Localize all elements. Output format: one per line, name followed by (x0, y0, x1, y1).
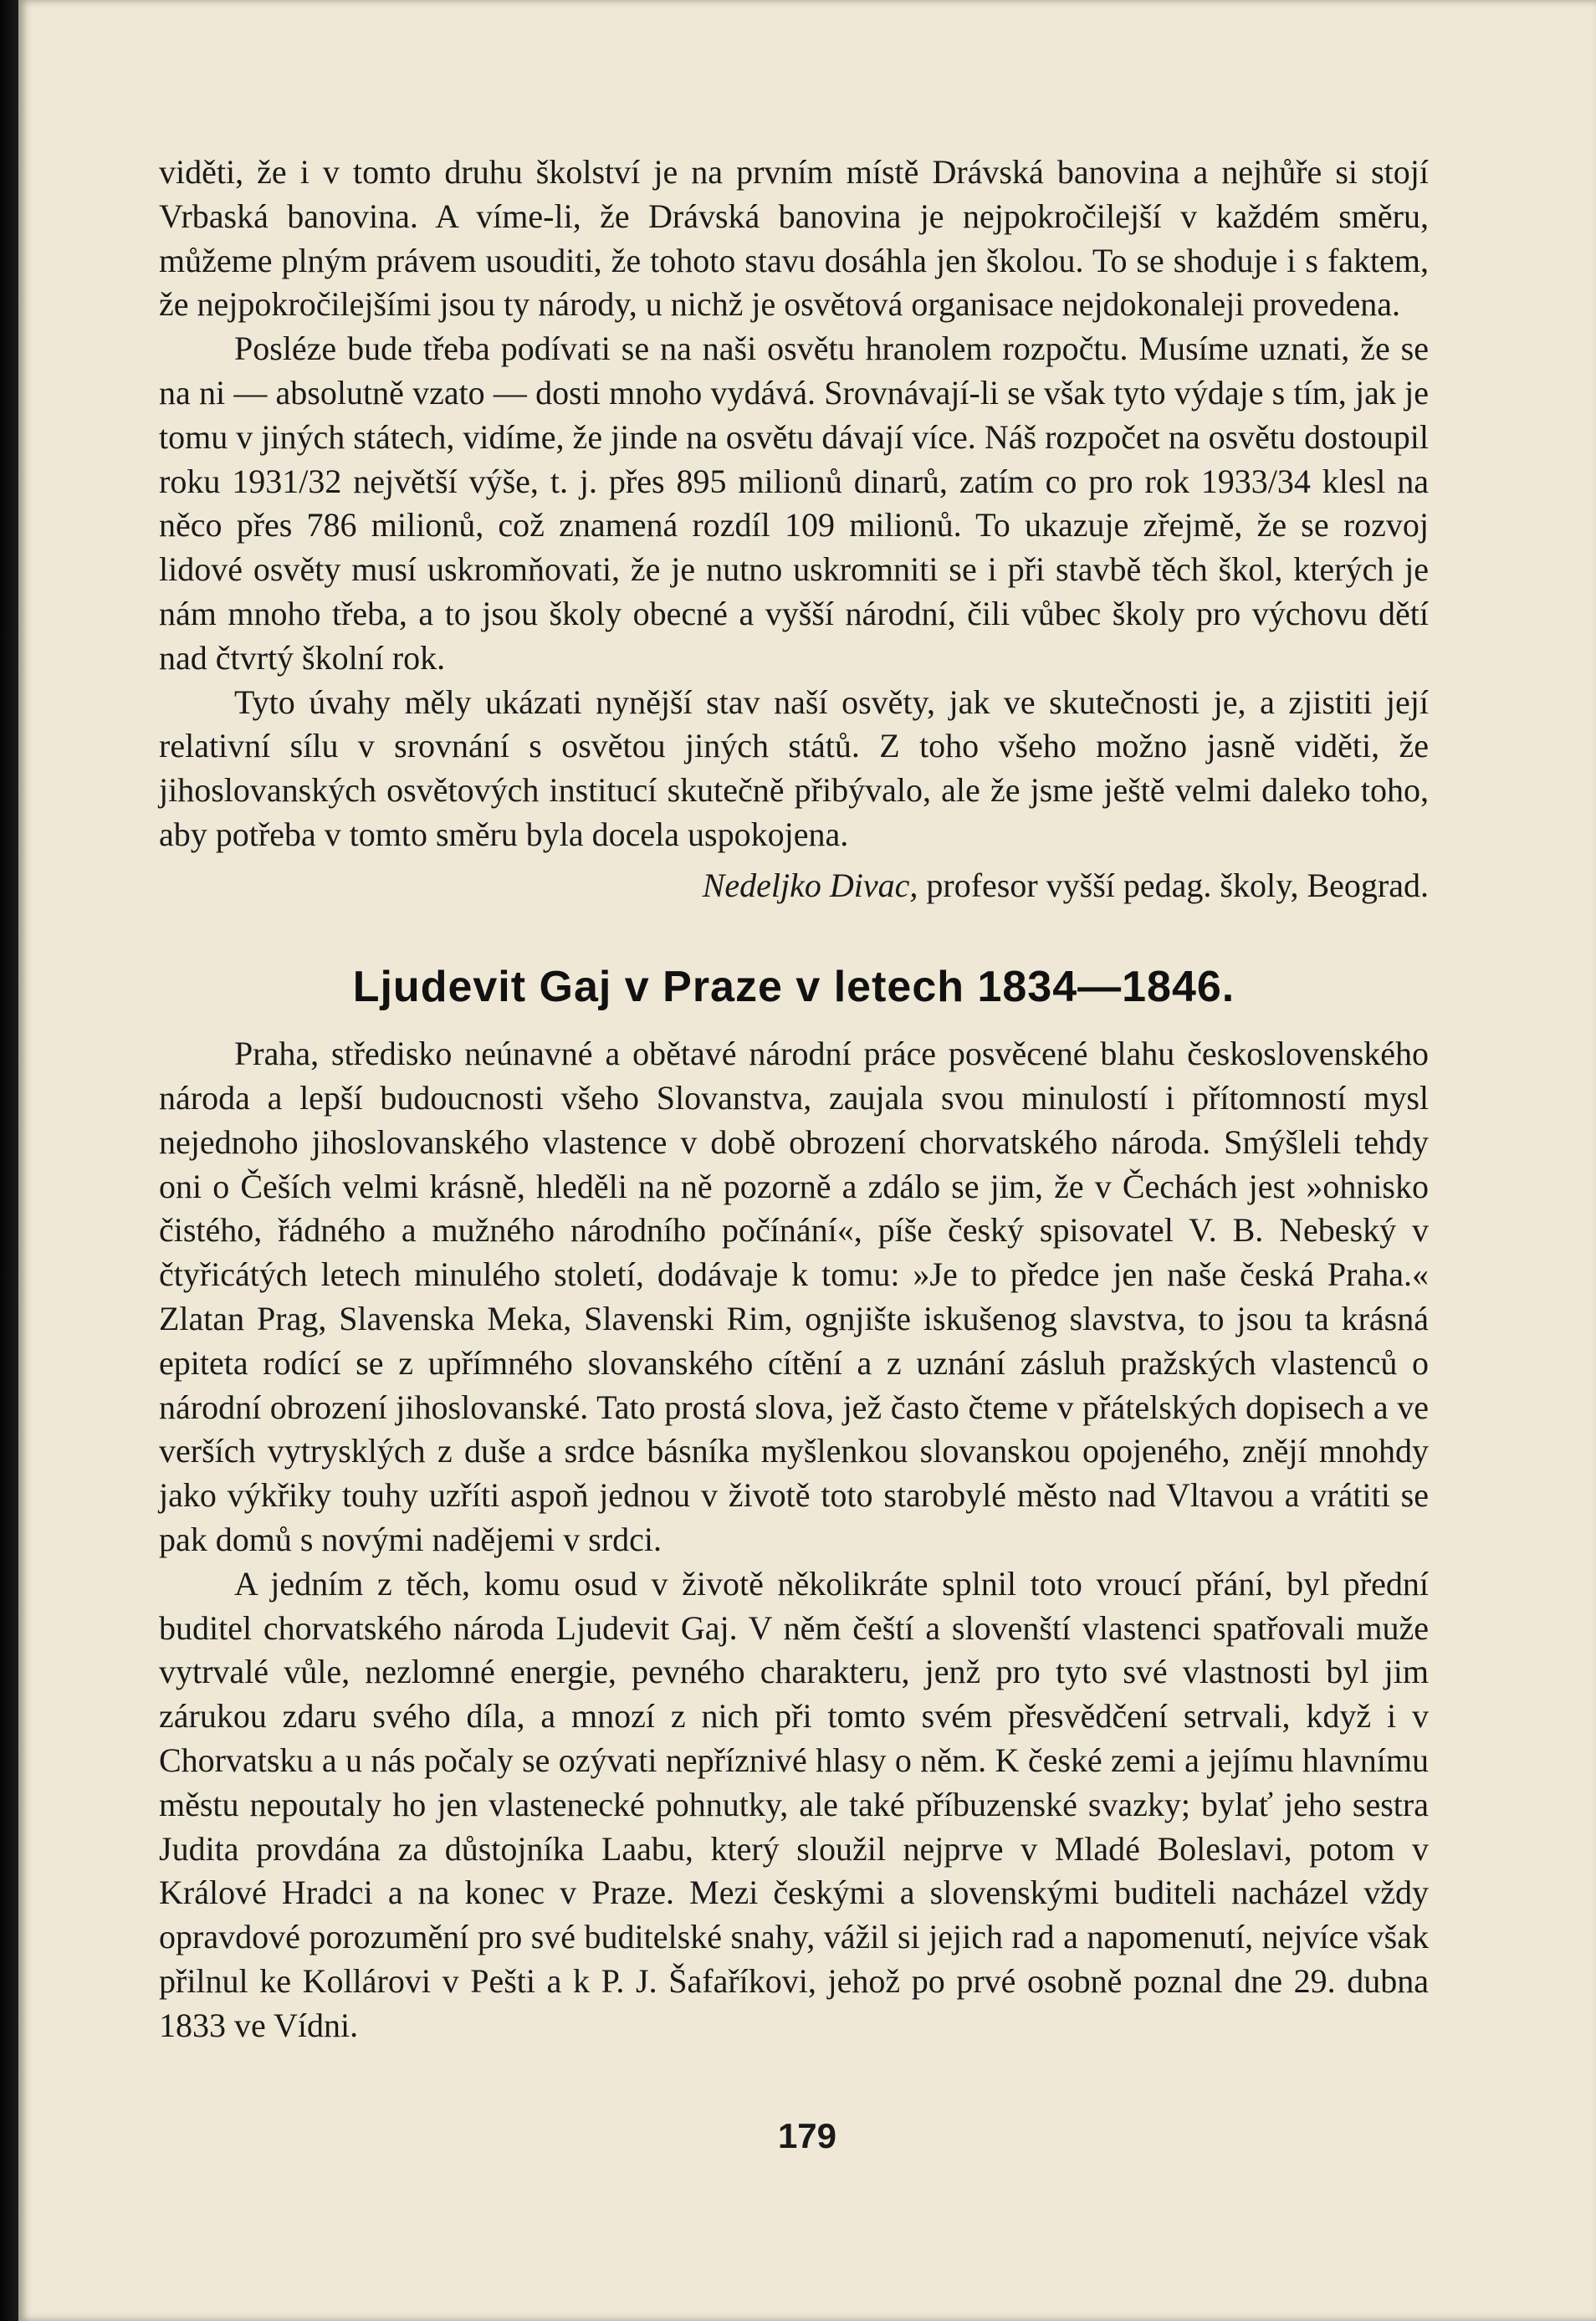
paragraph: Posléze bude třeba podívati se na naši osvětu hranolem rozpočtu. Musíme uznati, že se na ni — absolutně vzato — dosti mnoho vydává. Srovnávají-li se však tyto výdaje s tím, jak je tomu v jiných státech, vidíme, že jinde na osvětu dávají více. Náš rozpočet na osvětu dostoupil roku 1931/32 největší výše, t. j. přes 895 milionů dinarů, zatím co pro rok 1933/34 klesl na něco přes 786 milionů, což znamená rozdíl 109 milionů. To ukazuje zřejmě, že se rozvoj lidové osvěty musí uskromňovati, že je nutno uskromniti se i při stavbě těch škol, kterých je nám mnoho třeba, a to jsou školy obecné a vyšší národní, čili vůbec školy pro výchovu dětí nad čtvrtý školní rok. (159, 330, 1429, 677)
paragraph: Tyto úvahy měly ukázati nynější stav naší osvěty, jak ve skutečnosti je, a zjistiti její relativní sílu v srovnání s osvětou jiných států. Z toho všeho možno jasně viděti, že jihoslovanských osvětových institucí skutečně přibývalo, ale že jsme ještě velmi daleko toho, aby potřeba v tomto směru byla docela uspokojena. (159, 682, 1429, 853)
paragraph: Praha, středisko neúnavné a obětavé národní práce posvěcené blahu československého národa a lepší budoucnosti všeho Slovanstva, zaujala svou minulostí i přítomností mysl nejednoho jihoslovanského vlastence v době obrození chorvatského národa. Smýšleli tehdy oni o Češích velmi krásně, hleděli na ně pozorně a zdálo se jim, že v Čechách jest »ohnisko čistého, řádného a mužného národního počínání«, píše český spisovatel V. B. Nebeský v čtyřicátých letech minulého století, dodávaje k tomu: »Je to předce jen naše česká Praha.« Zlatan Prag, Slavenska Meka, Slavenski Rim, ognjište iskušenog slavstva, to jsou ta krásná epiteta rodící se z upřímného slovanského cítění a z uznání zásluh pražských vlastenců o národní obrození jihoslovanské. Tato prostá slova, jež často čteme v přátelských dopisech a ve verších vytrysklých z duše a srdce básníka myšlenkou slovanskou opojeného, znějí mnohdy jako výkřiky touhy uzříti aspoň jednou v životě toto starobylé město nad Vltavou a vrátiti se pak domů s novými nadějemi v srdci. (159, 1035, 1429, 1558)
signature-affiliation: profesor vyšší pedag. školy, Beograd. (918, 866, 1429, 904)
article-osveta-continuation (159, 151, 1429, 908)
book-binding-edge (0, 0, 18, 2321)
page-content (159, 151, 1429, 2048)
signature-author: Nedeljko Divac, (702, 866, 918, 904)
paragraph: viděti, že i v tomto druhu školství je na prvním místě Drávská banovina a nejhůře si stojí Vrbaská banovina. A víme-li, že Drávská banovina je nejpokročilejší v každém směru, můžeme plným právem usouditi, že tohoto stavu dosáhla jen školou. To se shoduje i s faktem, že nejpokročilejšími jsou ty národy, u nichž je osvětová organisace nejdokonaleji provedena. (159, 153, 1429, 324)
page-number: 179 (777, 2116, 837, 2155)
article-title: Ljudevit Gaj v Praze v letech 1834—1846. (352, 962, 1235, 1011)
paragraph: A jedním z těch, komu osud v životě několikráte splnil toto vroucí přání, byl přední buditel chorvatského národa Ljudevit Gaj. V něm čeští a slovenští vlastenci spatřovali muže vytrvalé vůle, nezlomné energie, pevného charakteru, jenž pro tyto své vlastnosti byl jim zárukou zdaru svého díla, a mnozí z nich při tomto svém přesvědčení setrvali, když i v Chorvatsku a u nás počaly se ozývati nepříznivé hlasy o něm. K české zemi a jejímu hlavnímu městu nepoutaly ho jen vlastenecké pohnutky, ale také příbuzenské svazky; bylať jeho sestra Judita provdána za důstojníka Laabu, který sloužil nejprve v Mladé Boleslavi, potom v Králové Hradci a na konec v Praze. Mezi českými a slovenskými buditeli nacházel vždy opravdové porozumění pro své buditelské snahy, vážil si jejich rad a napomenutí, nejvíce však přilnul ke Kollárovi v Pešti a k P. J. Šafaříkovi, jehož po prvé osobně poznal dne 29. dubna 1833 ve Vídni. (159, 1564, 1429, 2044)
article-signature (159, 864, 1429, 908)
book-page (18, 0, 1596, 2321)
article-gaj (159, 959, 1429, 2048)
